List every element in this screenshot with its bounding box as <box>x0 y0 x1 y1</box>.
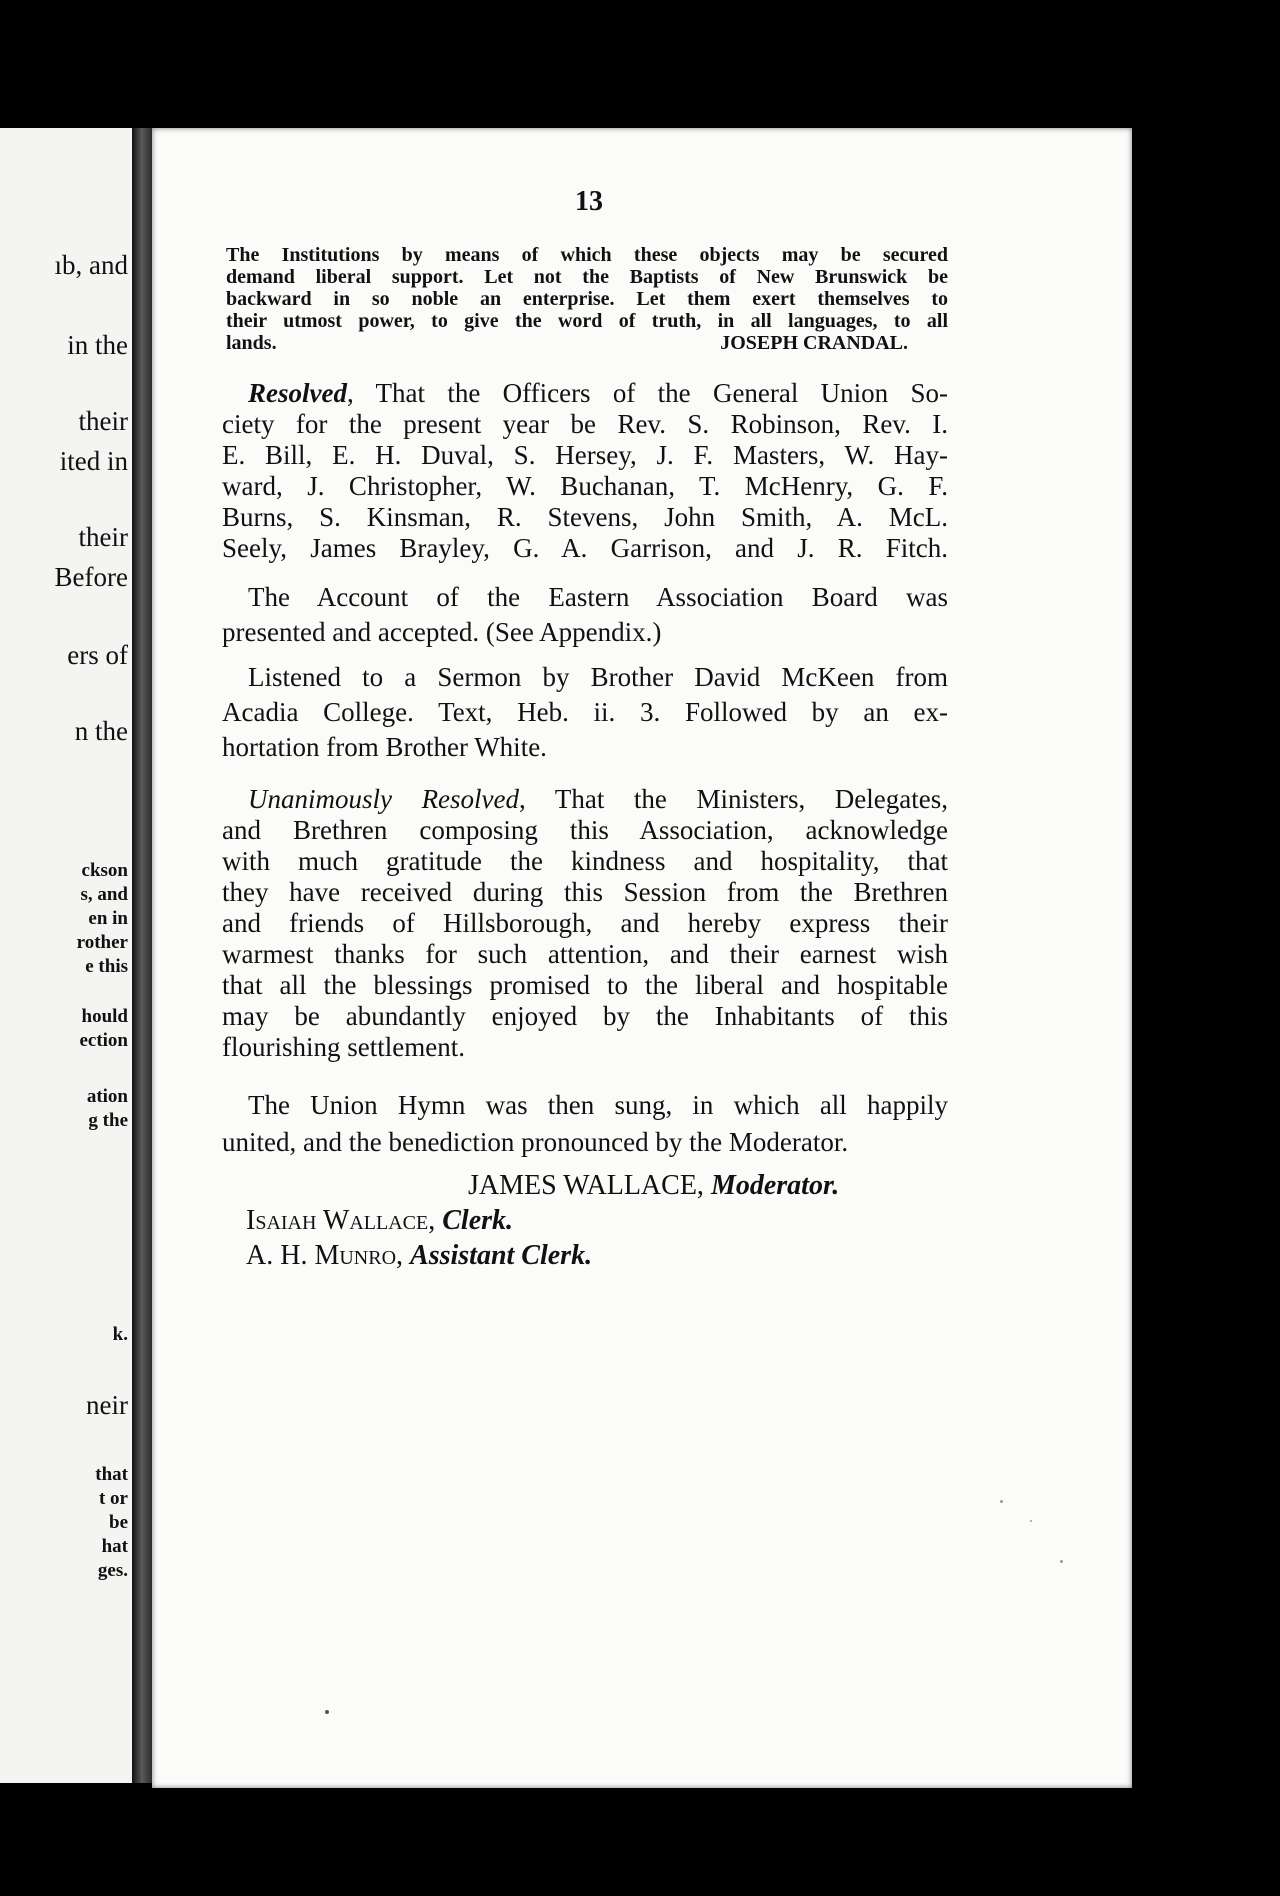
facing-page-text: in the <box>67 330 128 360</box>
facing-page-text: ckson <box>81 860 128 881</box>
hymn-paragraph: The Union Hymn was then sung, in which all happily united, and the benediction pronounced by the Moderator. <box>222 1090 948 1157</box>
facing-page-text: e this <box>85 956 128 977</box>
book-gutter <box>132 128 154 1783</box>
clerk-signature: Isaiah Wallace, Clerk. <box>246 1205 514 1236</box>
thanks-resolution: Unanimously Resolved, That the Ministers, Delegates, and Brethren composing this Association, acknowledge with much gratitude the kindness and hospitality, that they have received during this Session from the Brethren and friends of Hillsborough, and hereby express their warmest thanks for such attention, and their earnest wish that all the blessings promised to the liberal and hospitable may be abundantly enjoyed by the Inhabitants of this flourishing settlement. <box>222 784 949 1062</box>
facing-page-text: ited in <box>59 446 128 476</box>
appeal-line: lands. <box>226 332 277 354</box>
missionary-appeal <box>226 244 948 354</box>
assistant-clerk-signature: A. H. Munro, Assistant Clerk. <box>246 1240 593 1271</box>
appeal-signature: JOSEPH CRANDAL. <box>720 332 908 354</box>
account-paragraph: The Account of the Eastern Association Board was presented and accepted. (See Appendix.) <box>222 582 948 647</box>
unanimous-lead: Unanimously Resolved <box>248 784 520 814</box>
officers-resolution: Resolved, That the Officers of the General Union So- ciety for the present year be Rev. S. Robinson, Rev. I. E. Bill, E. H. Duval, S. Hersey, J. F. Masters, W. Hay- ward, J. Christopher, W. Buchanan, T. McHenry, G. F. Burns, S. Kinsman, R. Stevens, John Smith, A. McL. Seely, James Brayley, G. A. Garrison, and J. R. Fitch. <box>222 378 948 563</box>
facing-page-text: en in <box>88 908 128 929</box>
sermon-paragraph: Listened to a Sermon by Brother David McKeen from Acadia College. Text, Heb. ii. 3. Followed by an ex- hortation from Brother White. <box>222 662 948 762</box>
facing-page-text: g the <box>88 1110 128 1131</box>
facing-page-text: hould <box>81 1006 128 1027</box>
facing-page-text: ges. <box>97 1560 128 1581</box>
facing-page-text: neir <box>86 1390 128 1420</box>
facing-page-text: n the <box>74 716 128 746</box>
facing-page-text: their <box>78 406 128 436</box>
resolved-lead: Resolved <box>248 378 347 408</box>
appeal-line: The Institutions by means of which these objects may be secured <box>226 244 948 266</box>
page-number: 13 <box>575 186 603 217</box>
facing-page-text: ıb, and <box>54 250 128 280</box>
facing-page-text: ers of <box>67 640 128 670</box>
facing-page-text: that <box>95 1464 128 1485</box>
paper-speck <box>1030 1520 1032 1522</box>
facing-page-text: s, and <box>80 884 128 905</box>
facing-page-text: hat <box>101 1536 128 1557</box>
facing-page-text: Before <box>54 562 128 592</box>
moderator-signature: JAMES WALLACE, Moderator. <box>468 1170 840 1201</box>
appeal-line: demand liberal support. Let not the Baptists of New Brunswick be <box>226 266 948 288</box>
facing-page-text: k. <box>112 1324 128 1345</box>
facing-page-text: their <box>78 522 128 552</box>
facing-page-text: rother <box>76 932 128 953</box>
appeal-line: backward in so noble an enterprise. Let them exert themselves to <box>226 288 948 310</box>
appeal-line: their utmost power, to give the word of truth, in all languages, to all <box>226 310 948 332</box>
facing-page-text: t or <box>98 1488 128 1509</box>
facing-page-text: ation <box>86 1086 128 1107</box>
facing-page-text: ection <box>79 1030 128 1051</box>
facing-page-text: be <box>109 1512 128 1533</box>
paper-speck <box>325 1710 329 1714</box>
paper-speck <box>1000 1500 1003 1503</box>
paper-speck <box>1060 1560 1063 1563</box>
